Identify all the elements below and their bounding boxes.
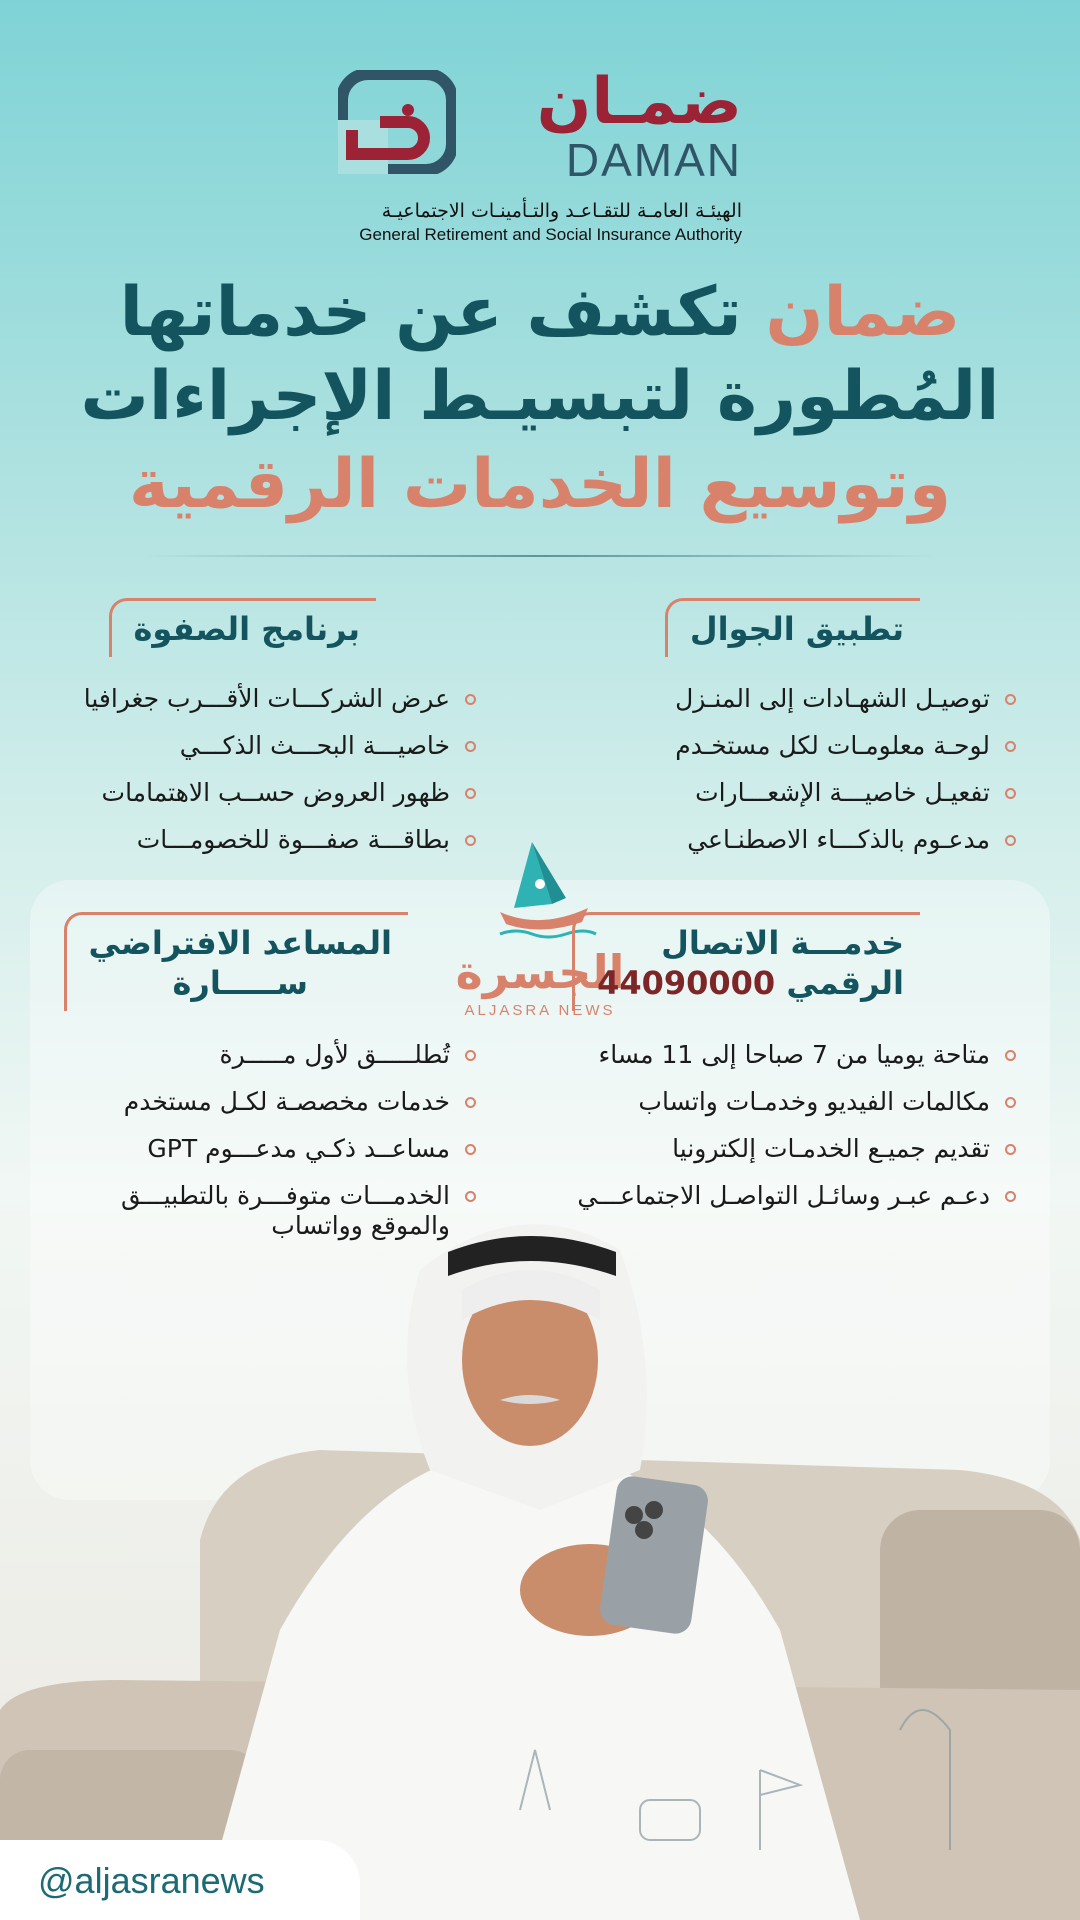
headline-brand: ضمان [765, 273, 961, 352]
list-item: توصيـل الشهـادات إلى المنـزل [560, 684, 1020, 714]
list-item: مكالمات الفيديو وخدمـات واتساب [550, 1087, 1020, 1117]
section-title-mobile-app: تطبيق الجوال [665, 598, 920, 657]
list-item: تفعيـل خاصيـــة الإشعـــارات [560, 778, 1020, 808]
social-handle: @aljasranews [38, 1860, 265, 1901]
list-item: مدعـوم بالذكـــاء الاصطنـاعي [560, 825, 1020, 855]
headline-line-3: وتوسيع الخدمات الرقمية [128, 445, 952, 524]
logo-english-text: DAMAN [565, 134, 742, 186]
list-item: خدمات مخصصـة لكـل مستخدم [40, 1087, 480, 1117]
list-item: بطاقـــة صفـــوة للخصومـــات [40, 825, 480, 855]
man-with-phone-photo [0, 1210, 1080, 1920]
contact-list [550, 1040, 1020, 1228]
list-item: لوحـة معلومـات لكل مستخـدم [560, 731, 1020, 761]
list-item: متاحة يوميا من 7 صباحا إلى 11 مساء [550, 1040, 1020, 1070]
headline-line-2: المُطورة لتبسيـط الإجراءات [80, 357, 1000, 436]
headline-line-1 [60, 272, 1020, 354]
list-item: الخدمـــات متوفـــرة بالتطبيـــق والموقع وواتساب [40, 1181, 480, 1241]
list-item: عرض الشركـــات الأقـــرب جغرافيا [40, 684, 480, 714]
authority-arabic: الهيئـة العامـة للتقـاعـد والتـأمينـات الاجتماعيـة [381, 200, 742, 222]
daman-logo-mark [338, 70, 456, 174]
contact-phone: 44090000 [597, 964, 776, 1002]
watermark-arabic: الجسرة [455, 945, 625, 999]
list-item: مساعــد ذكـي مدعـــوم GPT [40, 1134, 480, 1164]
list-item: دعـم عبـر وسائـل التواصـل الاجتماعـــي [550, 1181, 1020, 1211]
watermark-english: ALJASRA NEWS [464, 1002, 616, 1019]
headline-divider [140, 555, 940, 557]
headline-line-1-rest: تكشف عن خدماتها [119, 273, 766, 352]
list-item: تُطلـــــق لأول مـــــرة [40, 1040, 480, 1070]
sara-title: المساعد الافتراضي [88, 924, 392, 962]
list-item: تقديم جميـع الخدمـات إلكترونيا [550, 1134, 1020, 1164]
authority-english: General Retirement and Social Insurance Authority [359, 225, 742, 244]
section-title-virtual-assistant [64, 912, 408, 1011]
contact-title: خدمـــة الاتصال [661, 924, 904, 962]
list-item: ظهور العروض حســب الاهتمامات [40, 778, 480, 808]
contact-subtitle-line [597, 963, 904, 1003]
section-title-safwa: برنامج الصفوة [109, 598, 376, 657]
mobile-app-list [560, 684, 1020, 872]
contact-subtitle: الرقمي [786, 964, 904, 1002]
section-title-digital-contact [572, 912, 920, 1011]
logo-arabic-text: ضمـان [536, 65, 742, 139]
sara-subtitle: ســـــارة [172, 964, 308, 1002]
list-item: خاصيـــة البحـــث الذكـــي [40, 731, 480, 761]
safwa-list [40, 684, 480, 872]
